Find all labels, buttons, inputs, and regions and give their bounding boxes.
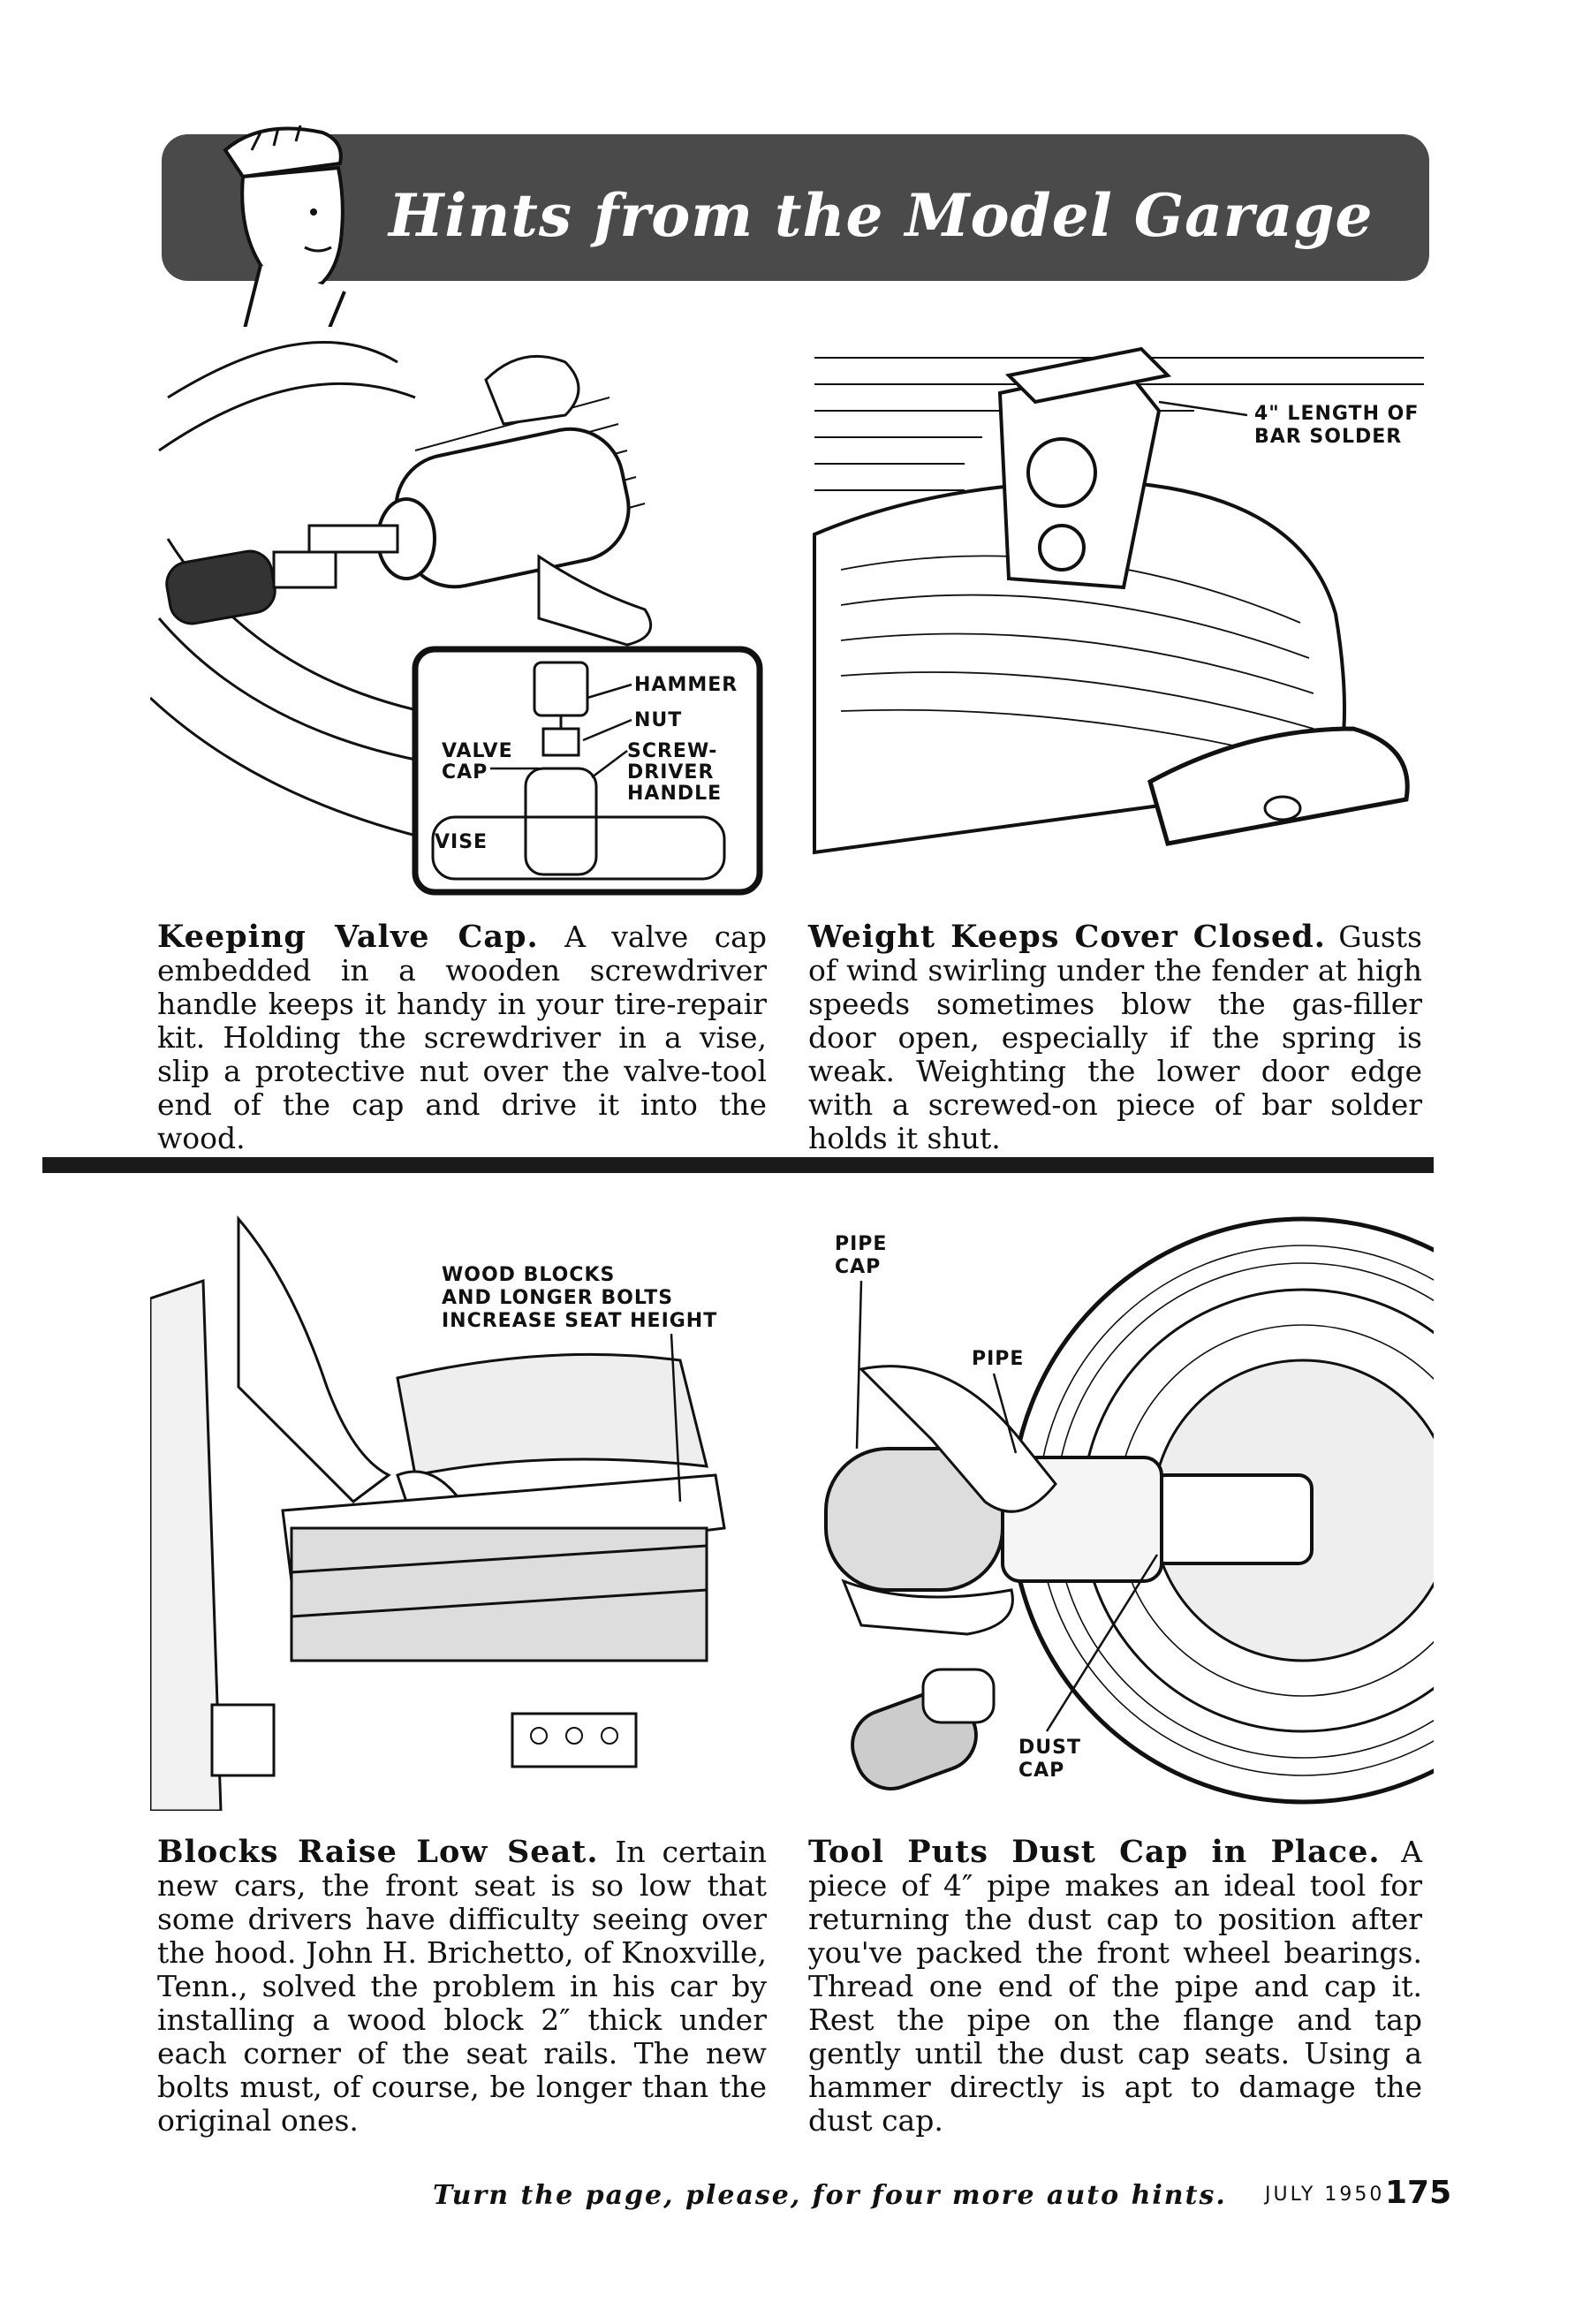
label-wood-blocks: WOOD BLOCKS AND LONGER BOLTS INCREASE SEAT HEIGHT xyxy=(442,1264,718,1332)
article-heading: Blocks Raise Low Seat. xyxy=(157,1834,599,1870)
seat-blocks-illustration xyxy=(150,1210,768,1811)
page-title: Hints from the Model Garage xyxy=(389,181,1374,250)
dust-cap-illustration xyxy=(791,1210,1434,1820)
article-fender-cover xyxy=(808,920,1422,1155)
fender-illustration xyxy=(806,322,1433,897)
article-heading: Tool Puts Dust Cap in Place. xyxy=(808,1834,1381,1870)
article-seat-blocks xyxy=(157,1836,767,2138)
label-hammer: HAMMER xyxy=(634,674,738,696)
article-body: A piece of 4″ pipe makes an ideal tool for returning the dust cap to position after you've packed the front wheel bearings. Thread one end of the pipe and cap it. Rest the pipe on the flange and tap gently until the dust cap seats. Using a hammer directly is apt to damage the dust cap. xyxy=(808,1835,1422,2138)
article-body: In certain new cars, the front seat is so low that some drivers have difficulty seeing over the hood. John H. Brichetto, of Knoxville, Tenn., solved the problem in his car by installing a wood block 2″ thick under each corner of the seat rails. The new bolts must, of course, be longer than the original ones. xyxy=(157,1835,767,2138)
valve-cap-illustration xyxy=(150,327,768,897)
label-nut: NUT xyxy=(634,709,683,731)
label-vise: VISE xyxy=(435,831,488,853)
section-divider xyxy=(42,1157,1434,1173)
article-valve-cap xyxy=(157,920,767,1155)
page-number: 175 xyxy=(1385,2175,1452,2211)
article-heading: Keeping Valve Cap. xyxy=(157,919,539,955)
article-body: A valve cap embedded in a wooden screwdriver handle keeps it handy in your tire-repair kit. Holding the screwdriver in a vise, slip a protective nut over the valve-tool end of the cap and drive it into the wood. xyxy=(157,920,767,1155)
article-body: Gusts of wind swirling under the fender at high speeds sometimes blow the gas-filler door open, especially if the spring is weak. Weighting the lower door edge with a screwed-on piece of bar solder holds it shut. xyxy=(808,920,1422,1155)
label-pipe-cap: PIPE CAP xyxy=(835,1233,888,1278)
label-pipe: PIPE xyxy=(972,1348,1025,1370)
article-dust-cap xyxy=(808,1836,1422,2138)
label-screwdriver-handle: SCREW-DRIVER HANDLE xyxy=(627,740,723,805)
footer-note: Turn the page, please, for four more auto hints. xyxy=(433,2180,1227,2211)
footer-date: JULY 1950 xyxy=(1265,2184,1385,2206)
article-heading: Weight Keeps Cover Closed. xyxy=(808,919,1326,955)
label-bar-solder: 4" LENGTH OF BAR SOLDER xyxy=(1254,403,1420,448)
label-valve-cap: VALVE CAP xyxy=(442,740,513,783)
label-dust-cap: DUST CAP xyxy=(1018,1737,1081,1782)
